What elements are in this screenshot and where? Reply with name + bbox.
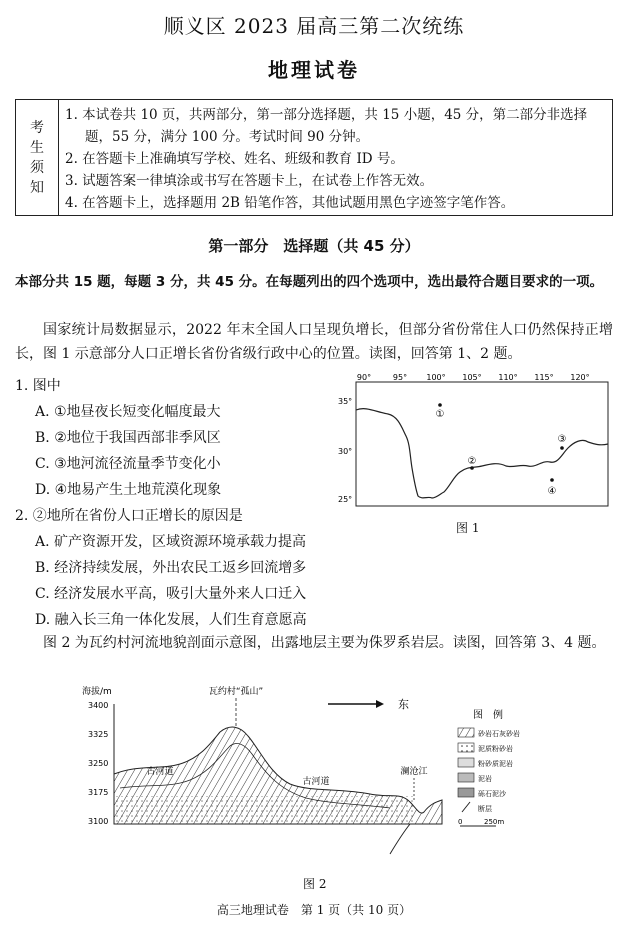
notice-label-char: 须 bbox=[30, 159, 44, 176]
question-1-stem: 1. 图中 bbox=[15, 378, 61, 394]
point-4-label: ④ bbox=[547, 486, 557, 497]
direction-arrow-head bbox=[376, 700, 384, 708]
lat-label: 25° bbox=[338, 495, 353, 504]
legend-swatch bbox=[458, 788, 474, 797]
figure-1-caption: 图 1 bbox=[456, 521, 480, 535]
legend-label: 泥质粉砂岩 bbox=[478, 745, 513, 753]
point-2-label: ② bbox=[467, 456, 477, 467]
page-footer: 高三地理试卷 第 1 页（共 10 页） bbox=[216, 903, 412, 917]
notice-label-char: 生 bbox=[30, 139, 44, 156]
legend-title: 图 例 bbox=[473, 710, 503, 721]
lon-label: 90° bbox=[356, 373, 372, 382]
question-2-stem: 2. ②地所在省份人口正增长的原因是 bbox=[15, 508, 243, 524]
fault-line bbox=[390, 824, 410, 854]
legend-label: 砂岩石灰砂岩 bbox=[478, 730, 520, 738]
y-tick: 3250 bbox=[88, 759, 109, 768]
section-title: 第一部分 选择题（共 45 分） bbox=[208, 237, 420, 255]
point-4-marker bbox=[550, 478, 554, 482]
figure-1-map bbox=[336, 372, 614, 536]
exam-subtitle: 地理试卷 bbox=[268, 58, 360, 82]
notice-item: 2. 在答题卡上准确填写学校、姓名、班级和教育 ID 号。 bbox=[65, 151, 404, 167]
map-boundary-line bbox=[356, 409, 608, 498]
figure-2-profile bbox=[80, 684, 550, 874]
question-2-option-c: C. 经济发展水平高，吸引大量外来人口迁入 bbox=[35, 586, 307, 602]
legend-swatch bbox=[458, 728, 474, 737]
village-label: 瓦约村“孤山” bbox=[208, 687, 264, 697]
lon-label: 115° bbox=[534, 373, 554, 382]
lon-label: 105° bbox=[462, 373, 482, 382]
direction-label: 东 bbox=[398, 698, 409, 711]
point-1-label: ① bbox=[435, 409, 445, 420]
point-3-marker bbox=[560, 446, 564, 450]
notice-item: 3. 试题答案一律填涂或书写在答题卡上，在试卷上作答无效。 bbox=[65, 173, 434, 189]
question-2-option-b: B. 经济持续发展，外出农民工返乡回流增多 bbox=[35, 560, 307, 576]
map-frame bbox=[356, 382, 608, 506]
lat-label: 35° bbox=[338, 397, 353, 406]
y-tick: 3100 bbox=[88, 817, 109, 826]
lon-label: 100° bbox=[426, 373, 446, 382]
legend-label: 粉砂质泥岩 bbox=[478, 760, 513, 768]
exam-title: 顺义区 2023 届高三第二次统练 bbox=[163, 14, 465, 38]
legend-swatch bbox=[458, 758, 474, 767]
legend-label: 泥岩 bbox=[478, 775, 492, 783]
notice-label-char: 考 bbox=[30, 119, 44, 136]
legend-label: 断层 bbox=[478, 805, 492, 813]
scale-label-start: 0 bbox=[458, 818, 463, 826]
scale-label-end: 250m bbox=[484, 818, 505, 826]
figure-2-caption: 图 2 bbox=[303, 877, 327, 891]
point-1-marker bbox=[438, 403, 442, 407]
notice-items bbox=[59, 100, 612, 215]
lower-stratum bbox=[114, 796, 414, 822]
section-instruction: 本部分共 15 题，每题 3 分，共 45 分。在每题列出的四个选项中，选出最符合题目要求的一项。 bbox=[15, 274, 604, 290]
intro-paragraph-2: 图 2 为瓦约村河流地貌剖面示意图，出露地层主要为侏罗系岩层。读图，回答第 3、4 题。 bbox=[43, 635, 606, 651]
notice-item: 4. 在答题卡上，选择题用 2B 铅笔作答，其他试题用黑色字迹签字笔作答。 bbox=[65, 195, 515, 211]
notice-item: 1. 本试卷共 10 页，共两部分，第一部分选择题，共 15 小题，45 分，第二部分非选择题，55 分，满分 100 分。考试时间 90 分钟。 bbox=[65, 107, 588, 145]
point-3-label: ③ bbox=[557, 434, 567, 445]
lon-label: 95° bbox=[392, 373, 408, 382]
river-label: 澜沧江 bbox=[400, 767, 428, 777]
lat-label: 30° bbox=[338, 447, 353, 456]
intro-paragraph-1: 国家统计局数据显示，2022 年末全国人口呈现负增长，但部分省份常住人口仍然保持正增长，图 1 示意部分人口正增长省份省级行政中心的位置。读图，回答第 1、2 题。 bbox=[15, 322, 613, 362]
legend-label: 砾石泥沙 bbox=[478, 790, 506, 798]
notice-box bbox=[15, 99, 613, 216]
lon-label: 110° bbox=[498, 373, 518, 382]
notice-label bbox=[16, 100, 59, 215]
old-channel-label-west: 古河道 bbox=[146, 767, 174, 777]
question-1-option-d: D. ④地易产生土地荒漠化现象 bbox=[35, 482, 222, 498]
y-tick: 3325 bbox=[88, 730, 109, 739]
legend bbox=[458, 728, 520, 826]
y-tick: 3175 bbox=[88, 788, 109, 797]
old-channel-label-east: 古河道 bbox=[302, 777, 330, 787]
question-2-option-d: D. 融入长三角一体化发展，人们生育意愿高 bbox=[35, 612, 307, 628]
legend-swatch bbox=[458, 773, 474, 782]
notice-label-char: 知 bbox=[30, 179, 44, 196]
question-2-option-a: A. 矿产资源开发，区域资源环境承载力提高 bbox=[35, 534, 307, 550]
y-axis-label: 海拔/m bbox=[82, 687, 112, 697]
question-1-option-a: A. ①地昼夜长短变化幅度最大 bbox=[35, 404, 221, 420]
lon-label: 120° bbox=[570, 373, 590, 382]
legend-swatch bbox=[458, 743, 474, 752]
question-1-option-b: B. ②地位于我国西部非季风区 bbox=[35, 430, 221, 446]
y-tick: 3400 bbox=[88, 701, 109, 710]
question-1-option-c: C. ③地河流径流量季节变化小 bbox=[35, 456, 221, 472]
legend-fault-symbol bbox=[462, 802, 470, 812]
